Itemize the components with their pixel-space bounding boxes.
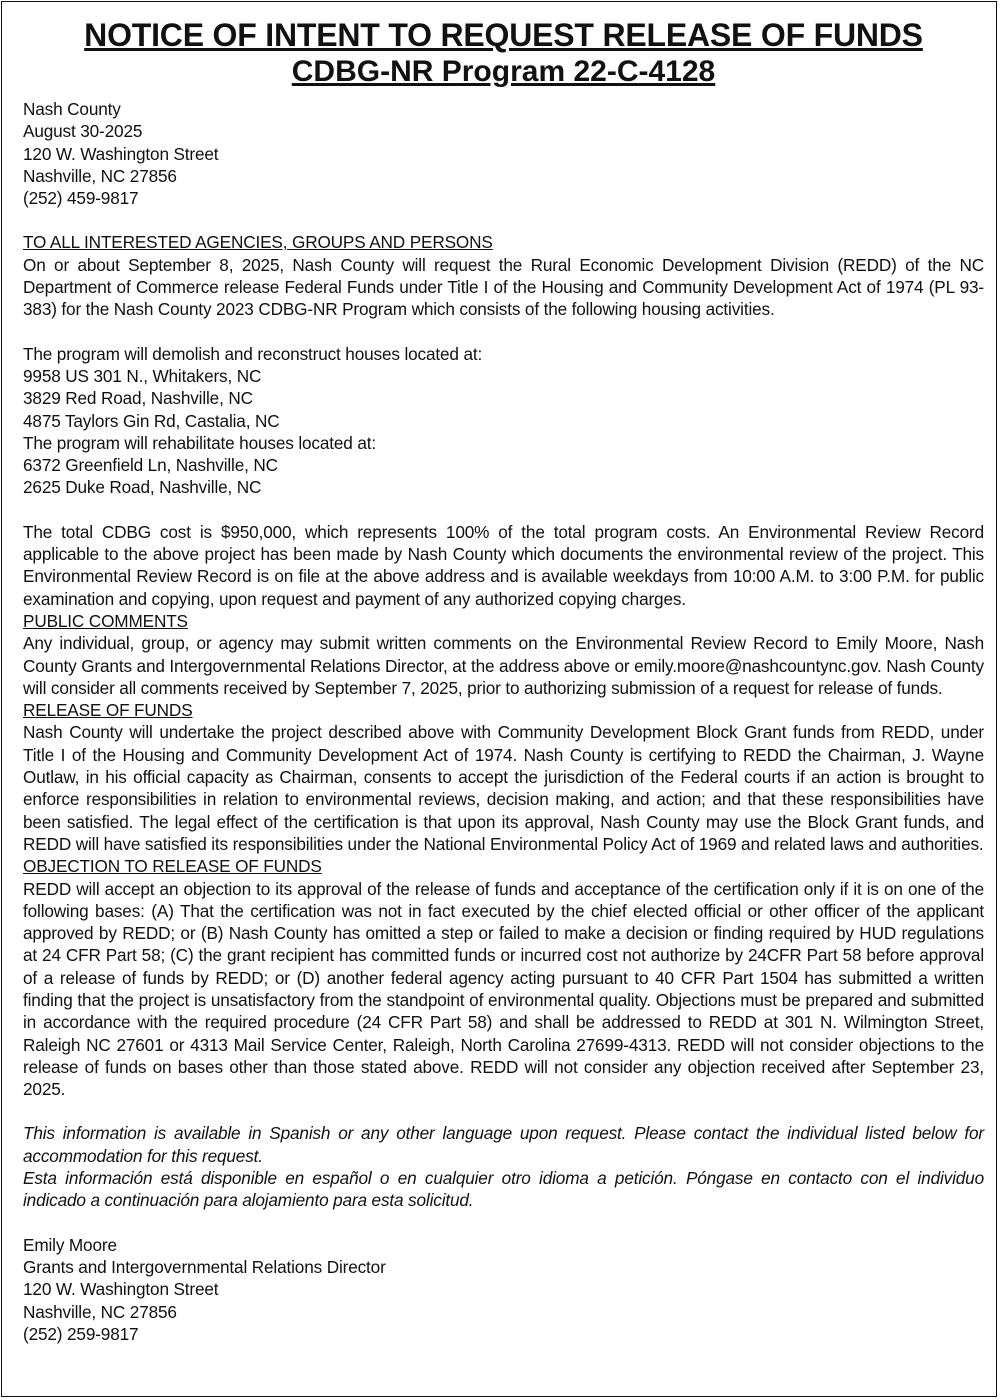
notice-title: NOTICE OF INTENT TO REQUEST RELEASE OF FUNDS: [84, 17, 923, 53]
notice-body: [23, 98, 984, 1345]
objection-paragraph: REDD will accept an objection to its approval of the release of funds and acceptance of the certification only if it is on one of the following bases: (A) That the certification was not in fact executed by the chief elected official or other officer of the applicant approved by REDD; or (B) Nash County has omitted a step or failed to make a decision or finding required by HUD regulations at 24 CFR Part 58; (C) the grant recipient has committed funds or incurred cost not authorize by 24CFR Part 58 before approval of a release of funds by REDD; or (D) another federal agency acting pursuant to 40 CFR Part 1504 has submitted a written finding that the project is unsatisfactory from the standpoint of environmental quality. Objections must be prepared and submitted in accordance with the required procedure (24 CFR Part 58) and shall be addressed to REDD at 301 N. Wilmington Street, Raleigh NC 27601 or 4313 Mail Service Center, Raleigh, North Carolina 27699-4313. REDD will not consider objections to the release of funds on bases other than those stated above. REDD will not consider any objection received after September 23, 2025.: [23, 878, 984, 1100]
sender-block: [23, 98, 984, 209]
notice-subtitle: CDBG-NR Program 22-C-4128: [291, 55, 716, 88]
address-item: 4875 Taylors Gin Rd, Castalia, NC: [23, 410, 280, 431]
contact-block: [23, 1234, 984, 1345]
contact-title: Grants and Intergovernmental Relations Director: [23, 1256, 386, 1277]
address-item: 6372 Greenfield Ln, Nashville, NC: [23, 455, 278, 476]
program-addresses: [23, 343, 984, 499]
public-comments-paragraph: Any individual, group, or agency may submit written comments on the Environmental Review Record to Emily Moore, Nash County Grants and Intergovernmental Relations Director, at the address above or emily.moore@nashcountync.gov. Nash County will consider all comments received by September 7, 2025, prior to authorizing submission of a request for release of funds.: [23, 633, 984, 698]
contact-phone: (252) 259-9817: [23, 1323, 139, 1344]
intro-paragraph: On or about September 8, 2025, Nash County will request the Rural Economic Development Division (REDD) of the NC Department of Commerce release Federal Funds under Title I of the Housing and Community Development Act of 1974 (PL 93-383) for the Nash County 2023 CDBG-NR Program which consists of the following housing activities.: [23, 254, 984, 320]
release-paragraph: Nash County will undertake the project described above with Community Development Block Grant funds from REDD, under Title I of the Housing and Community Development Act of 1974. Nash County is certifying to REDD the Chairman, J. Wayne Outlaw, in his official capacity as Chairman, consents to accept the jurisdiction of the Federal courts if an action is brought to enforce responsibilities in relation to environmental reviews, decision making, and action; and that these responsibilities have been satisfied. The legal effect of the certification is that upon its approval, Nash County may use the Block Grant funds, and REDD will have satisfied its responsibilities under the National Environmental Policy Act of 1969 and related laws and authorities.: [23, 722, 984, 854]
notice-page: [1, 1, 997, 1397]
address-item: 2625 Duke Road, Nashville, NC: [23, 477, 262, 498]
public-comments-heading: PUBLIC COMMENTS: [23, 610, 188, 631]
sender-street: 120 W. Washington Street: [23, 143, 219, 164]
sender-name: Nash County: [23, 99, 121, 119]
contact-street: 120 W. Washington Street: [23, 1279, 219, 1300]
intro-heading: TO ALL INTERESTED AGENCIES, GROUPS AND PERSONS: [23, 232, 493, 253]
sender-phone: (252) 459-9817: [23, 188, 139, 209]
address-item: 9958 US 301 N., Whitakers, NC: [23, 365, 262, 386]
contact-city: Nashville, NC 27856: [23, 1301, 177, 1322]
rehab-intro: The program will rehabilitate houses located at:: [23, 432, 376, 453]
sender-city: Nashville, NC 27856: [23, 165, 177, 186]
contact-name: Emily Moore: [23, 1234, 117, 1255]
demolish-intro: The program will demolish and reconstruct houses located at:: [23, 343, 483, 364]
sender-date: August 30-2025: [23, 121, 143, 142]
language-english: This information is available in Spanish or any other language upon request. Please contact the individual listed below for accommodation for this request.: [23, 1123, 984, 1166]
release-heading: RELEASE OF FUNDS: [23, 700, 193, 721]
address-item: 3829 Red Road, Nashville, NC: [23, 388, 253, 409]
cost-paragraph: The total CDBG cost is $950,000, which represents 100% of the total program costs. An Environmental Review Record applicable to the above project has been made by Nash County which documents the environmental review of the project. This Environmental Review Record is on file at the above address and is available weekdays from 10:00 A.M. to 3:00 P.M. for public examination and copying, upon request and payment of any authorized copying charges.: [23, 521, 984, 609]
language-spanish: Esta información está disponible en español o en cualquier otro idioma a petición. Póngase en contacto con el individuo indicado a continuación para alojamiento para esta solicitud.: [23, 1168, 984, 1211]
objection-heading: OBJECTION TO RELEASE OF FUNDS: [23, 856, 322, 877]
